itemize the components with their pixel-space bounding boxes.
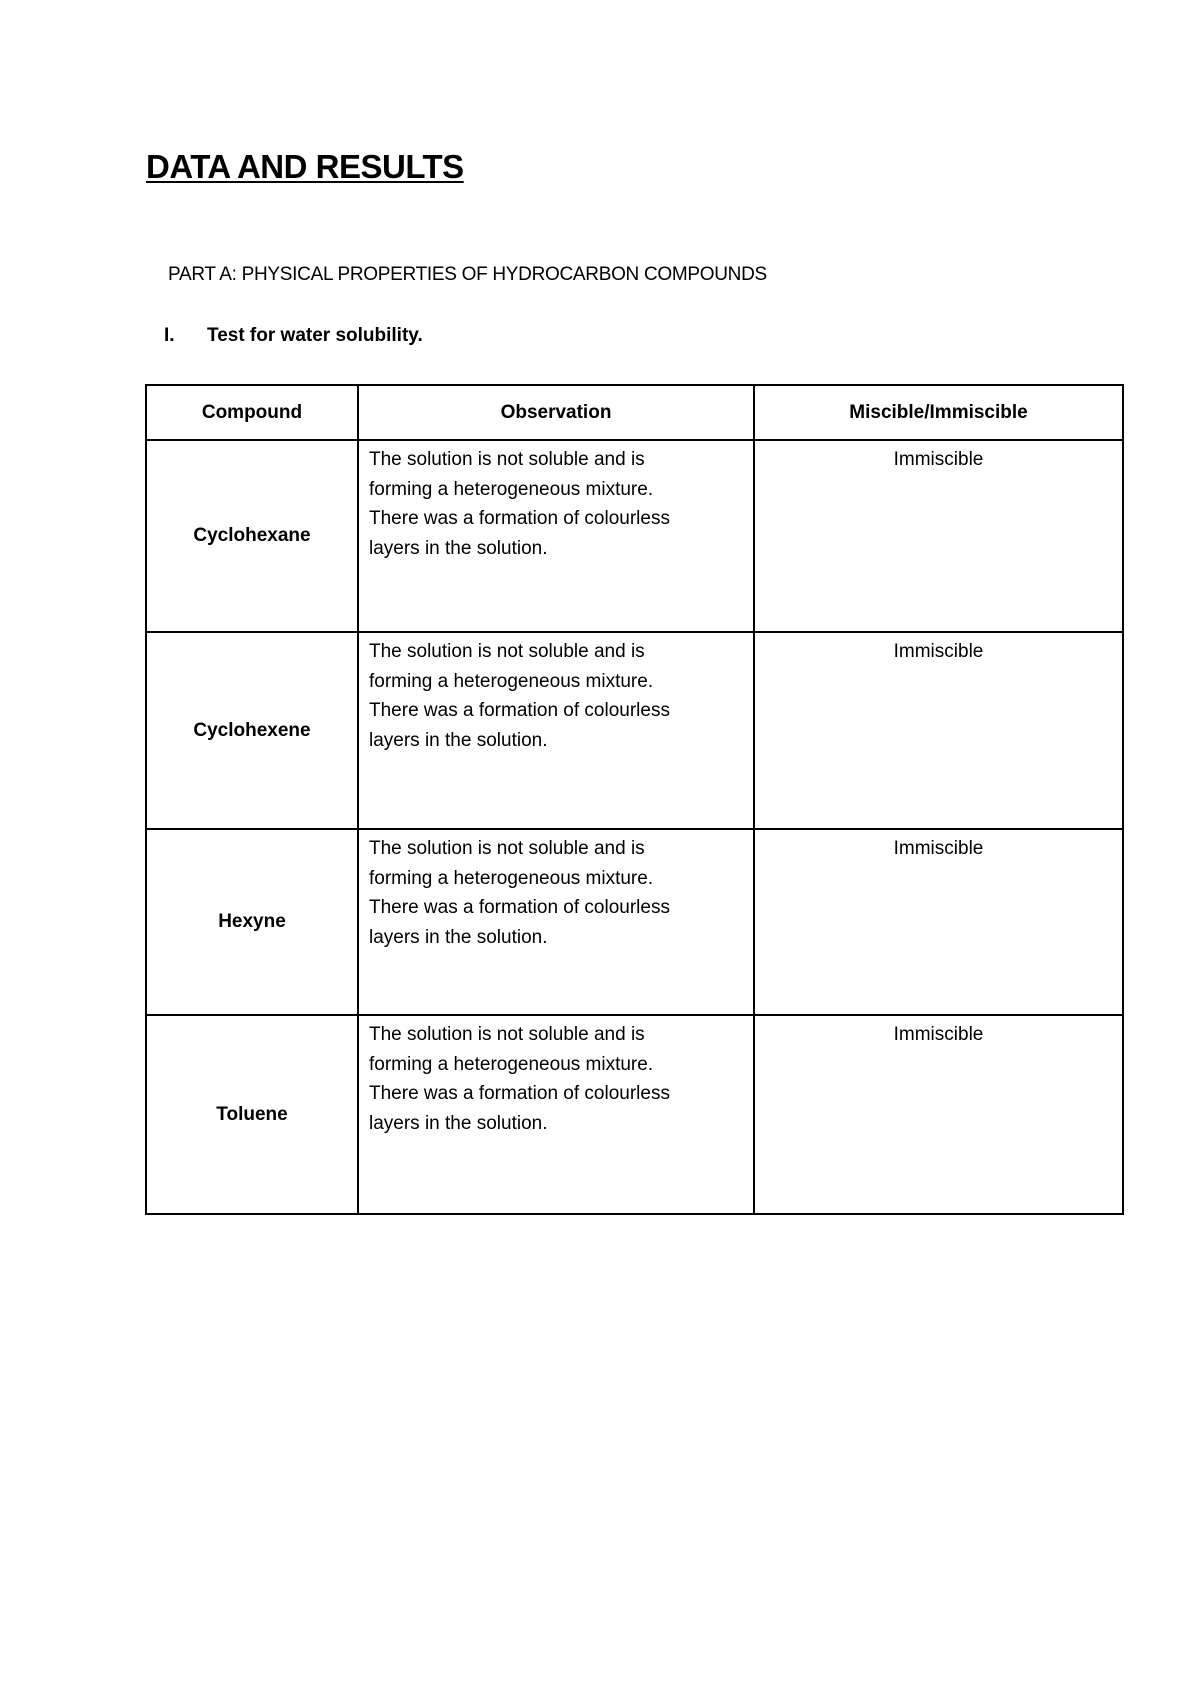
miscibility-cell: Immiscible [754,440,1123,632]
compound-cell: Cyclohexene [146,632,358,829]
observation-cell: The solution is not soluble and is forming a heterogeneous mixture. There was a formation of colourless layers in the solution. [358,440,754,632]
table-header-row [146,385,1123,440]
table-row [146,440,1123,632]
header-observation: Observation [358,385,754,440]
miscibility-cell: Immiscible [754,829,1123,1015]
compound-cell: Cyclohexane [146,440,358,632]
table-row [146,632,1123,829]
test-numeral: I. [164,325,175,346]
results-table [145,384,1124,1215]
header-compound: Compound [146,385,358,440]
compound-cell: Toluene [146,1015,358,1214]
header-miscibility: Miscible/Immiscible [754,385,1123,440]
part-heading: PART A: PHYSICAL PROPERTIES OF HYDROCARBON COMPOUNDS [168,264,767,285]
compound-cell: Hexyne [146,829,358,1015]
observation-cell: The solution is not soluble and is forming a heterogeneous mixture. There was a formation of colourless layers in the solution. [358,829,754,1015]
miscibility-cell: Immiscible [754,632,1123,829]
miscibility-cell: Immiscible [754,1015,1123,1214]
table-row [146,1015,1123,1214]
table-row [146,829,1123,1015]
page-title: DATA AND RESULTS [146,148,464,185]
test-heading [164,325,423,347]
test-title: Test for water solubility. [207,325,423,346]
observation-cell: The solution is not soluble and is forming a heterogeneous mixture. There was a formation of colourless layers in the solution. [358,1015,754,1214]
observation-cell: The solution is not soluble and is forming a heterogeneous mixture. There was a formation of colourless layers in the solution. [358,632,754,829]
